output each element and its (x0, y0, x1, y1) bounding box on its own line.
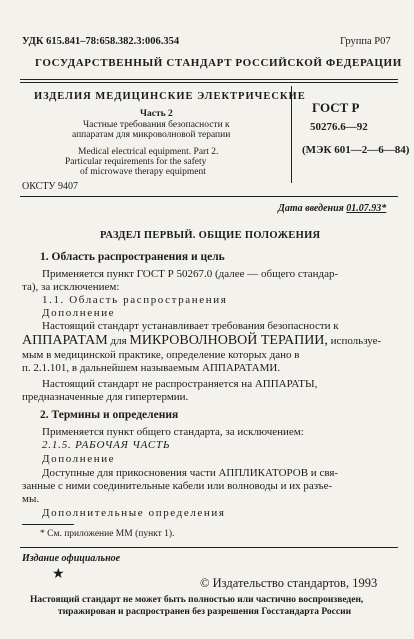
title-en-line-1: Medical electrical equipment. Part 2. (78, 147, 219, 157)
section-1-heading: 1. Область распространения и цель (40, 251, 225, 263)
subtitle-ru-line-2: аппаратам для микроволновой терапии (72, 130, 231, 140)
intro-date (278, 203, 386, 214)
gost-label: ГОСТ Р (312, 100, 360, 115)
section-1-para-3b: предназначенные для гипертермии. (22, 391, 189, 403)
section-1-addition: Дополнение (42, 307, 116, 319)
section-2-heading: 2. Термины и определения (40, 409, 179, 421)
reproduction-notice-1: Настоящий стандарт не может быть полностью или частично воспроизведен, (30, 595, 364, 605)
group-code: Группа Р07 (340, 36, 391, 47)
header-rule-1 (20, 79, 398, 80)
caps-apparatus: АППАРАТАМ (22, 333, 108, 348)
section-2-para-2b: занные с ними соединительные кабели или волноводы и их разъе- (22, 480, 333, 492)
para-2b-mid: для (107, 335, 130, 347)
section-1-para-1: Применяется пункт ГОСТ Р 50267.0 (далее — общего стандар- (42, 268, 339, 280)
udk-code: УДК 615.841–78:658.382.3:006.354 (22, 36, 180, 47)
section-1-para-2d: п. 2.1.101, в дальнейшем называемым АППАРАТАМИ. (22, 362, 281, 374)
section-2-para-2a: Доступные для прикосновения части АППЛИКАТОРОВ и свя- (42, 467, 339, 479)
footer-rule (20, 547, 398, 548)
copyright: © Издательство стандартов, 1993 (200, 576, 378, 590)
section-1-para-1b: та), за исключением: (22, 281, 120, 293)
product-name-ru: ИЗДЕЛИЯ МЕДИЦИНСКИЕ ЭЛЕКТРИЧЕСКИЕ (34, 91, 306, 102)
title-block-rule (20, 196, 398, 197)
intro-date-value: 01.07.93* (346, 203, 387, 214)
clause-1-1: 1.1. Область распространения (42, 294, 228, 306)
section-1-para-3a: Настоящий стандарт не распространяется на АППАРАТЫ, (42, 378, 318, 390)
subtitle-ru-line-1: Частные требования безопасности к (83, 120, 230, 130)
footnote-rule (22, 524, 74, 525)
section-1-para-2a: Настоящий стандарт устанавливает требования безопасности к (42, 320, 339, 332)
title-block-divider (291, 86, 292, 183)
section-1-para-2c: мым в медицинской практике, определение которых дано в (22, 349, 300, 361)
caps-microwave-therapy: МИКРОВОЛНОВОЙ ТЕРАПИИ, (129, 333, 328, 348)
section-2-addition: Дополнение (42, 453, 116, 465)
part-number: Часть 2 (140, 109, 173, 119)
reproduction-notice-2: тиражирован и распространен без разрешения Госстандарта России (58, 607, 352, 617)
intro-date-label: Дата введения (278, 203, 344, 214)
gost-number: 50276.6—92 (310, 121, 368, 133)
title-en-line-2: Particular requirements for the safety (65, 157, 207, 167)
title-en-line-3: of microwave therapy equipment (80, 167, 206, 177)
section-2-para-1: Применяется пункт общего стандарта, за исключением: (42, 426, 304, 438)
header-rule-2 (20, 82, 398, 83)
section-title: РАЗДЕЛ ПЕРВЫЙ. ОБЩИЕ ПОЛОЖЕНИЯ (100, 230, 321, 241)
star-icon: ★ (52, 567, 65, 582)
clause-2-1-5: 2.1.5. РАБОЧАЯ ЧАСТЬ (42, 439, 171, 451)
additional-definitions: Дополнительные определения (42, 507, 226, 519)
para-2b-end: используе- (327, 335, 382, 347)
official-edition: Издание официальное (22, 553, 121, 564)
iec-number: (МЭК 601—2—6—84) (302, 144, 410, 156)
section-2-para-2c: мы. (22, 493, 40, 505)
section-1-para-2b (22, 333, 381, 349)
okstu-code: ОКСТУ 9407 (22, 181, 79, 192)
standard-title: ГОСУДАРСТВЕННЫЙ СТАНДАРТ РОССИЙСКОЙ ФЕДЕРАЦИИ (35, 57, 402, 69)
footnote: * См. приложение ММ (пункт 1). (40, 529, 175, 539)
